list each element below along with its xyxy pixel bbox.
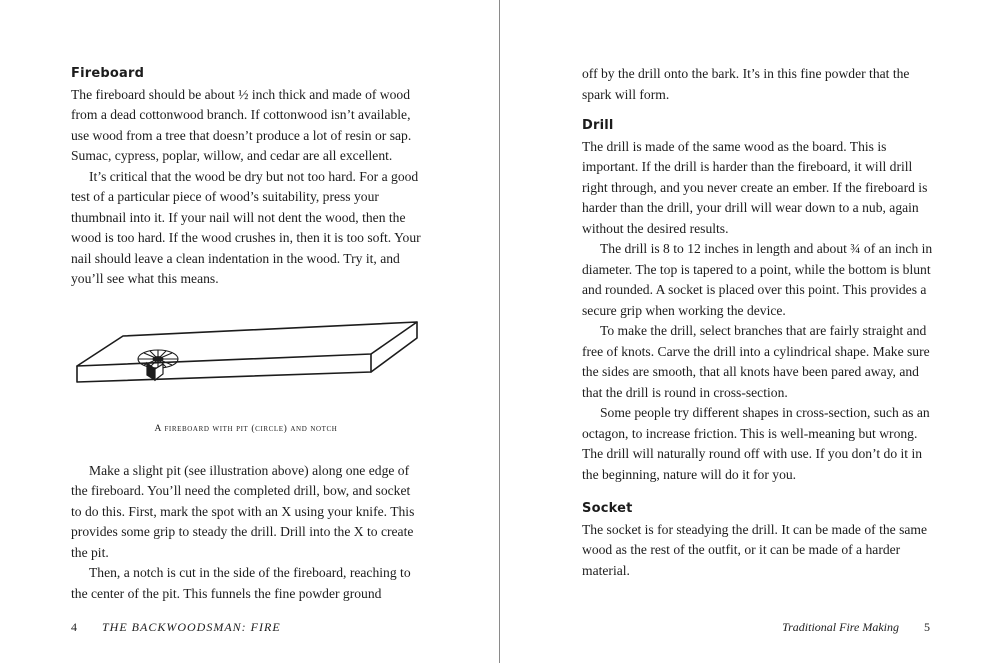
socket-paragraph-1: The socket is for steadying the drill. It can be made of the same wood as the rest of the outfit, or it can be made of a harder material. xyxy=(582,521,928,578)
fireboard-front-face xyxy=(77,354,371,382)
fireboard-heading: Fireboard xyxy=(71,66,145,81)
fireboard-side-face xyxy=(371,322,417,372)
fireboard-top-face xyxy=(77,322,417,366)
drill-paragraph-3: To make the drill, select branches that are fairly straight and free of knots. Carve the drill into a cylindrical shape. Make sure the sides are smooth, that all knots have been pared away, and that the drill is round in cross-section. xyxy=(582,323,930,400)
right-page xyxy=(500,0,1000,663)
left-text-column xyxy=(71,64,421,604)
fireboard-paragraph-2: It’s critical that the wood be dry but not too hard. For a good test of a particular piece of wood’s suitability, press your thumbnail into it. If your nail will not dent the wood, then the wood is too hard. If the wood crushes in, then it is too soft. Your nail should leave a clean indentation in the wood. Try it, and you’ll see what this means. xyxy=(71,168,421,286)
right-footer xyxy=(782,619,930,635)
left-footer xyxy=(71,619,281,635)
drill-paragraph-2: The drill is 8 to 12 inches in length and about ¾ of an inch in diameter. The top is tapered to a point, while the bottom is blunt and rounded. A socket is placed over this point. This provides a secure grip when working the device. xyxy=(582,241,933,318)
fireboard-illustration xyxy=(71,316,421,412)
right-page-number: 5 xyxy=(924,620,930,634)
fireboard-figure xyxy=(71,316,421,435)
right-running-head: Traditional Fire Making xyxy=(782,620,899,634)
drill-heading: Drill xyxy=(582,118,614,133)
fireboard-paragraph-1: The fireboard should be about ½ inch thick and made of wood from a dead cottonwood branch. If cottonwood isn’t available, use wood from a tree that doesn’t produce a lot of resin or sap. Sumac, cypress, poplar, willow, and cedar are all excellent. xyxy=(71,86,412,163)
drill-paragraph-4: Some people try different shapes in cross-section, such as an octagon, to increase friction. This is well-meaning but wrong. The drill will naturally round off with use. If you don’t do it in the beginning, nature will do it for you. xyxy=(582,405,930,482)
continuation-paragraph: off by the drill onto the bark. It’s in this fine powder that the spark will form. xyxy=(582,66,910,102)
fireboard-pit xyxy=(138,350,178,368)
figure-caption: A fireboard with pit (circle) and notch xyxy=(154,423,338,434)
left-page-number: 4 xyxy=(71,620,77,634)
left-page xyxy=(0,0,499,663)
fireboard-notch xyxy=(147,363,163,380)
socket-heading: Socket xyxy=(582,501,633,516)
drill-paragraph-1: The drill is made of the same wood as the board. This is important. If the drill is harder than the fireboard, it will drill right through, and you never create an ember. If the fireboard is harder than the drill, your drill will wear down to a nub, again without the desired results. xyxy=(582,138,928,236)
left-running-head: THE BACKWOODSMAN: FIRE xyxy=(102,620,281,634)
notch-paragraph: Then, a notch is cut in the side of the fireboard, reaching to the center of the pit. This funnels the fine powder ground xyxy=(71,565,411,601)
pit-paragraph: Make a slight pit (see illustration above) along one edge of the fireboard. You’ll need the completed drill, bow, and socket to do this. First, mark the spot with an X using your knife. This provides some grip to steady the drill. Drill into the X to create the pit. xyxy=(71,462,415,560)
right-text-column xyxy=(582,64,934,581)
